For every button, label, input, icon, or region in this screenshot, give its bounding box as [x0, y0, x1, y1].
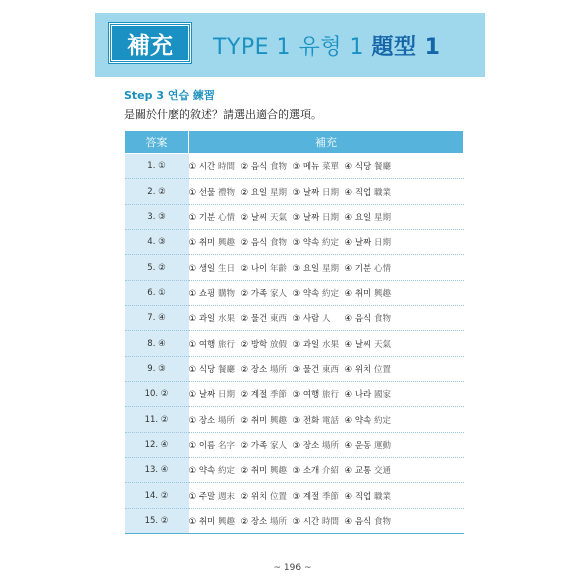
header-supplement: 補充 [189, 131, 464, 154]
option-item [345, 287, 397, 299]
option-korean: 직업 [354, 187, 372, 198]
option-chinese: 年齡 [269, 263, 287, 274]
option-item [345, 236, 397, 248]
options-cell [189, 179, 464, 204]
option-number: ④ [344, 339, 353, 350]
option-item [293, 388, 345, 400]
page-number: ~ 196 ~ [273, 563, 312, 573]
option-chinese: 職業 [373, 491, 391, 502]
option-korean: 전화 [302, 415, 320, 426]
option-chinese: 電話 [321, 415, 339, 426]
option-chinese: 場所 [269, 516, 287, 527]
option-item [189, 515, 241, 527]
section-tag: 補充 [109, 23, 191, 63]
option-chinese: 星期 [321, 263, 339, 274]
option-chinese: 季節 [321, 491, 339, 502]
option-number: ③ [292, 238, 301, 249]
option-number: ② [240, 466, 249, 477]
answer-cell: 13. ④ [125, 458, 189, 483]
option-korean: 쇼핑 [198, 288, 216, 299]
table-row [125, 331, 464, 356]
table-header-row [125, 131, 464, 154]
option-number: ① [188, 415, 197, 426]
option-number: ④ [344, 415, 353, 426]
option-korean: 운동 [354, 440, 372, 451]
option-korean: 날짜 [302, 187, 320, 198]
option-item [241, 262, 293, 274]
option-number: ② [240, 288, 249, 299]
answer-cell: 9. ③ [125, 356, 189, 381]
option-item [189, 186, 241, 198]
option-korean: 가족 [250, 288, 268, 299]
option-item [293, 236, 345, 248]
options-cell [189, 230, 464, 255]
option-number: ③ [292, 364, 301, 375]
option-number: ③ [292, 516, 301, 527]
option-number: ③ [292, 314, 301, 325]
option-number: ① [188, 364, 197, 375]
option-number: ② [240, 263, 249, 274]
option-item [241, 464, 293, 476]
option-number: ② [240, 516, 249, 527]
option-number: ③ [292, 339, 301, 350]
option-item [189, 338, 241, 350]
option-chinese: 週末 [217, 491, 235, 502]
title-banner [95, 13, 485, 77]
option-number: ④ [344, 288, 353, 299]
option-item [241, 186, 293, 198]
step-label: Step 3 연습 練習 [124, 89, 215, 102]
option-chinese: 日期 [217, 390, 235, 401]
table-row [125, 154, 464, 179]
option-number: ③ [292, 415, 301, 426]
option-chinese: 國家 [373, 390, 391, 401]
option-korean: 선물 [198, 187, 216, 198]
options-cell [189, 280, 464, 305]
option-number: ① [188, 491, 197, 502]
option-korean: 계절 [250, 390, 268, 401]
option-item [241, 312, 293, 324]
option-item [241, 439, 293, 451]
option-item [189, 439, 241, 451]
option-korean: 나이 [250, 263, 268, 274]
option-chinese: 東西 [321, 364, 339, 375]
option-korean: 음식 [250, 238, 268, 249]
option-korean: 장소 [302, 440, 320, 451]
table-row [125, 255, 464, 280]
option-korean: 물건 [250, 314, 268, 325]
option-korean: 날짜 [354, 238, 372, 249]
option-korean: 사람 [302, 314, 320, 325]
option-chinese: 場所 [217, 415, 235, 426]
option-chinese: 季節 [269, 390, 287, 401]
option-korean: 과일 [198, 314, 216, 325]
option-number: ④ [344, 314, 353, 325]
option-chinese: 場所 [269, 364, 287, 375]
option-korean: 요일 [250, 187, 268, 198]
option-number: ③ [292, 491, 301, 502]
option-number: ① [188, 390, 197, 401]
option-item [189, 211, 241, 223]
option-korean: 가족 [250, 440, 268, 451]
option-number: ① [188, 238, 197, 249]
option-korean: 이름 [198, 440, 216, 451]
option-chinese: 食物 [373, 314, 391, 325]
answer-cell: 3. ③ [125, 204, 189, 229]
option-item [241, 414, 293, 426]
option-number: ① [188, 516, 197, 527]
option-number: ② [240, 364, 249, 375]
option-number: ④ [344, 364, 353, 375]
options-cell [189, 356, 464, 381]
option-chinese: 日期 [321, 187, 339, 198]
option-korean: 교통 [354, 466, 372, 477]
answer-cell: 12. ④ [125, 432, 189, 457]
option-number: ② [240, 187, 249, 198]
options-cell [189, 483, 464, 508]
option-chinese: 水果 [217, 314, 235, 325]
option-number: ② [240, 212, 249, 223]
answer-cell: 8. ④ [125, 331, 189, 356]
option-item [189, 287, 241, 299]
option-chinese: 位置 [269, 491, 287, 502]
option-number: ④ [344, 162, 353, 173]
option-chinese: 家人 [269, 440, 287, 451]
option-korean: 기분 [198, 212, 216, 223]
answer-cell: 5. ② [125, 255, 189, 280]
option-number: ③ [292, 162, 301, 173]
table-row [125, 179, 464, 204]
answer-cell: 14. ② [125, 483, 189, 508]
option-number: ④ [344, 238, 353, 249]
option-number: ③ [292, 263, 301, 274]
answer-table [124, 130, 464, 534]
option-number: ④ [344, 187, 353, 198]
option-item [293, 262, 345, 274]
option-chinese: 日期 [321, 212, 339, 223]
option-korean: 취미 [354, 288, 372, 299]
table-row [125, 230, 464, 255]
options-cell [189, 306, 464, 331]
banner-title [213, 30, 440, 61]
option-number: ② [240, 339, 249, 350]
option-korean: 계절 [302, 491, 320, 502]
option-number: ② [240, 491, 249, 502]
answer-cell: 1. ① [125, 154, 189, 179]
option-korean: 요일 [354, 212, 372, 223]
option-number: ① [188, 314, 197, 325]
option-chinese: 食物 [373, 516, 391, 527]
option-chinese: 餐廳 [217, 364, 235, 375]
option-chinese: 約定 [321, 238, 339, 249]
option-item [293, 211, 345, 223]
table-row [125, 508, 464, 533]
answer-cell: 2. ② [125, 179, 189, 204]
option-chinese: 家人 [269, 288, 287, 299]
option-korean: 주말 [198, 491, 216, 502]
option-chinese: 介紹 [321, 466, 339, 477]
option-korean: 과일 [302, 339, 320, 350]
option-item [345, 439, 397, 451]
table-row [125, 458, 464, 483]
option-chinese: 星期 [269, 187, 287, 198]
option-chinese: 人 [321, 314, 331, 325]
option-chinese: 食物 [269, 238, 287, 249]
option-item [345, 464, 397, 476]
option-number: ① [188, 187, 197, 198]
option-chinese: 約定 [321, 288, 339, 299]
option-chinese: 場所 [321, 440, 339, 451]
option-korean: 날씨 [354, 339, 372, 350]
options-cell [189, 382, 464, 407]
option-item [189, 414, 241, 426]
option-korean: 취미 [250, 415, 268, 426]
option-chinese: 旅行 [217, 339, 235, 350]
options-cell [189, 255, 464, 280]
option-number: ① [188, 339, 197, 350]
option-chinese: 天氣 [373, 339, 391, 350]
option-item [293, 464, 345, 476]
option-number: ② [240, 162, 249, 173]
option-chinese: 心情 [373, 263, 391, 274]
option-item [189, 388, 241, 400]
options-cell [189, 432, 464, 457]
option-number: ④ [344, 212, 353, 223]
option-korean: 생일 [198, 263, 216, 274]
option-korean: 음식 [354, 516, 372, 527]
table-row [125, 407, 464, 432]
option-korean: 장소 [198, 415, 216, 426]
option-chinese: 餐廳 [373, 162, 391, 173]
option-korean: 날짜 [198, 390, 216, 401]
option-item [345, 211, 397, 223]
option-item [241, 287, 293, 299]
options-cell [189, 458, 464, 483]
option-number: ② [240, 314, 249, 325]
option-item [293, 414, 345, 426]
option-item [293, 490, 345, 502]
option-korean: 직업 [354, 491, 372, 502]
option-number: ② [240, 390, 249, 401]
option-chinese: 天氣 [269, 212, 287, 223]
option-korean: 물건 [302, 364, 320, 375]
option-number: ③ [292, 440, 301, 451]
options-cell [189, 407, 464, 432]
option-chinese: 水果 [321, 339, 339, 350]
option-number: ④ [344, 466, 353, 477]
option-chinese: 職業 [373, 187, 391, 198]
option-item [189, 160, 241, 172]
table-row [125, 280, 464, 305]
option-chinese: 興趣 [269, 466, 287, 477]
option-chinese: 生日 [217, 263, 235, 274]
answer-cell: 6. ① [125, 280, 189, 305]
option-item [345, 312, 397, 324]
option-chinese: 日期 [373, 238, 391, 249]
option-korean: 식당 [198, 364, 216, 375]
option-korean: 날짜 [302, 212, 320, 223]
option-korean: 시간 [198, 162, 216, 173]
option-chinese: 禮物 [217, 187, 235, 198]
option-chinese: 興趣 [217, 516, 235, 527]
option-item [345, 414, 397, 426]
option-chinese: 約定 [217, 466, 235, 477]
question-text: 是關於什麼的敘述？請選出適合的選項。 [124, 108, 322, 121]
option-number: ① [188, 288, 197, 299]
option-korean: 약속 [354, 415, 372, 426]
option-korean: 기분 [354, 263, 372, 274]
option-item [293, 439, 345, 451]
option-number: ④ [344, 440, 353, 451]
answer-cell: 4. ③ [125, 230, 189, 255]
table-row [125, 204, 464, 229]
option-item [189, 236, 241, 248]
option-number: ④ [344, 491, 353, 502]
option-korean: 취미 [198, 516, 216, 527]
answer-cell: 11. ② [125, 407, 189, 432]
option-number: ① [188, 212, 197, 223]
option-item [293, 515, 345, 527]
option-chinese: 約定 [373, 415, 391, 426]
answer-cell: 10. ② [125, 382, 189, 407]
option-korean: 시간 [302, 516, 320, 527]
option-number: ② [240, 238, 249, 249]
banner-title-bold: 題型 1 [371, 35, 441, 60]
option-chinese: 位置 [373, 364, 391, 375]
option-chinese: 購物 [217, 288, 235, 299]
option-item [189, 262, 241, 274]
option-korean: 날씨 [250, 212, 268, 223]
option-item [241, 211, 293, 223]
options-cell [189, 204, 464, 229]
header-answer: 答案 [125, 131, 189, 154]
option-korean: 식당 [354, 162, 372, 173]
option-korean: 위치 [250, 491, 268, 502]
answer-cell: 15. ② [125, 508, 189, 533]
option-item [189, 464, 241, 476]
option-number: ② [240, 415, 249, 426]
option-korean: 음식 [250, 162, 268, 173]
option-number: ① [188, 162, 197, 173]
option-chinese: 心情 [217, 212, 235, 223]
option-chinese: 交通 [373, 466, 391, 477]
option-chinese: 時間 [217, 162, 235, 173]
option-item [345, 490, 397, 502]
option-chinese: 時間 [321, 516, 339, 527]
banner-title-main: TYPE 1 유형 1 [213, 35, 372, 60]
option-chinese: 興趣 [217, 238, 235, 249]
option-item [241, 363, 293, 375]
option-korean: 메뉴 [302, 162, 320, 173]
table-row [125, 432, 464, 457]
option-number: ③ [292, 390, 301, 401]
option-item [241, 515, 293, 527]
option-korean: 장소 [250, 364, 268, 375]
option-korean: 장소 [250, 516, 268, 527]
table-row [125, 483, 464, 508]
option-korean: 여행 [198, 339, 216, 350]
option-item [293, 312, 345, 324]
option-chinese: 放假 [269, 339, 287, 350]
option-item [189, 312, 241, 324]
option-korean: 위치 [354, 364, 372, 375]
option-number: ③ [292, 288, 301, 299]
option-korean: 나라 [354, 390, 372, 401]
options-cell [189, 508, 464, 533]
option-chinese: 旅行 [321, 390, 339, 401]
option-korean: 방학 [250, 339, 268, 350]
option-number: ② [240, 440, 249, 451]
option-chinese: 菜單 [321, 162, 339, 173]
option-item [241, 338, 293, 350]
option-korean: 취미 [250, 466, 268, 477]
option-chinese: 興趣 [373, 288, 391, 299]
option-chinese: 星期 [373, 212, 391, 223]
option-item [241, 160, 293, 172]
option-item [241, 490, 293, 502]
option-item [345, 388, 397, 400]
option-number: ④ [344, 390, 353, 401]
options-cell [189, 154, 464, 179]
option-item [345, 363, 397, 375]
option-korean: 요일 [302, 263, 320, 274]
option-item [345, 262, 397, 274]
option-item [293, 186, 345, 198]
answer-cell: 7. ④ [125, 306, 189, 331]
table-body [125, 154, 464, 534]
option-item [293, 160, 345, 172]
option-item [345, 515, 397, 527]
option-korean: 약속 [302, 288, 320, 299]
option-chinese: 食物 [269, 162, 287, 173]
option-item [189, 490, 241, 502]
option-korean: 여행 [302, 390, 320, 401]
option-korean: 약속 [302, 238, 320, 249]
option-chinese: 名字 [217, 440, 235, 451]
option-item [293, 363, 345, 375]
option-item [189, 363, 241, 375]
option-chinese: 興趣 [269, 415, 287, 426]
option-item [241, 236, 293, 248]
option-number: ③ [292, 466, 301, 477]
table-row [125, 382, 464, 407]
option-item [293, 338, 345, 350]
option-number: ① [188, 466, 197, 477]
option-korean: 소개 [302, 466, 320, 477]
option-chinese: 運動 [373, 440, 391, 451]
option-number: ④ [344, 263, 353, 274]
option-number: ③ [292, 187, 301, 198]
option-number: ① [188, 263, 197, 274]
option-item [293, 287, 345, 299]
option-korean: 취미 [198, 238, 216, 249]
options-cell [189, 331, 464, 356]
table-row [125, 306, 464, 331]
option-number: ① [188, 440, 197, 451]
option-chinese: 東西 [269, 314, 287, 325]
option-number: ③ [292, 212, 301, 223]
option-korean: 약속 [198, 466, 216, 477]
option-number: ④ [344, 516, 353, 527]
option-item [345, 338, 397, 350]
table-row [125, 356, 464, 381]
option-item [345, 160, 397, 172]
option-item [241, 388, 293, 400]
option-korean: 음식 [354, 314, 372, 325]
option-item [345, 186, 397, 198]
